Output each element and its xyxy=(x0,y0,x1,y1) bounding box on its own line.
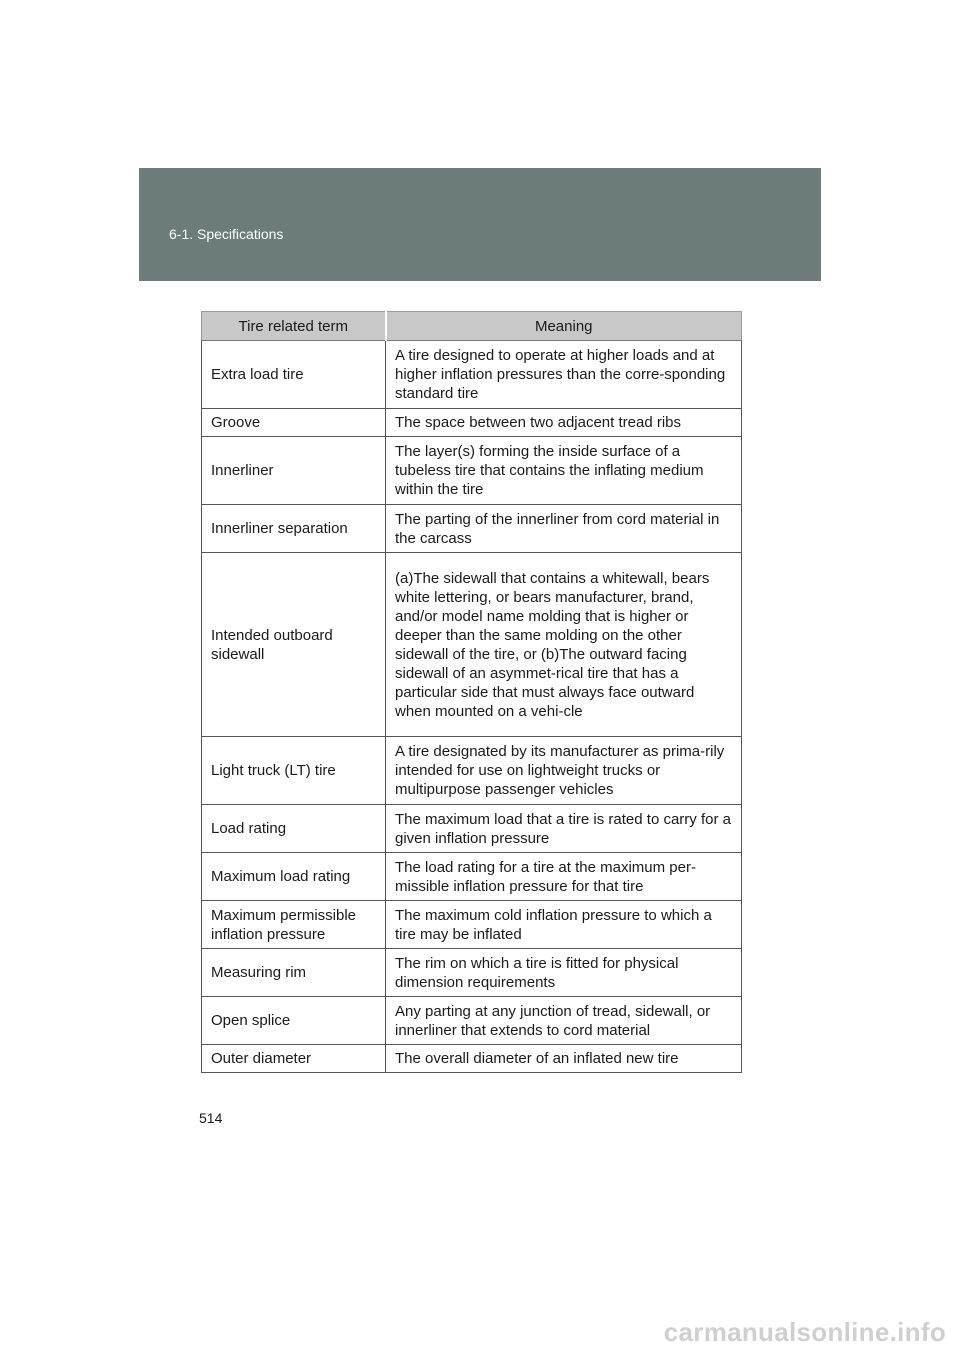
term-cell: Groove xyxy=(202,409,386,437)
site-watermark: carmanualsonline.info xyxy=(663,1317,946,1347)
table-row xyxy=(202,409,742,437)
meaning-cell: A tire designated by its manufacturer as prima-rily intended for use on lightweight trucks or multipurpose passenger vehicles xyxy=(386,737,742,805)
meaning-cell: The parting of the innerliner from cord material in the carcass xyxy=(386,505,742,553)
section-title: 6-1. Specifications xyxy=(169,226,284,242)
table-row xyxy=(202,1045,742,1073)
meaning-cell: A tire designed to operate at higher loads and at higher inflation pressures than the corre-sponding standard tire xyxy=(386,341,742,409)
term-cell: Intended outboard sidewall xyxy=(202,553,386,737)
term-cell: Maximum load rating xyxy=(202,853,386,901)
term-cell: Outer diameter xyxy=(202,1045,386,1073)
term-cell: Maximum permissible inflation pressure xyxy=(202,901,386,949)
meaning-cell: (a)The sidewall that contains a whitewall, bears white lettering, or bears manufacturer, brand, and/or model name molding that is higher or deeper than the same molding on the other sidewall of the tire, or (b)The outward facing sidewall of an asymmet-rical tire that has a particular side that must always face outward when mounted on a vehi-cle xyxy=(386,553,742,737)
table-row xyxy=(202,553,742,737)
meaning-cell: The layer(s) forming the inside surface of a tubeless tire that contains the inflating medium within the tire xyxy=(386,437,742,505)
column-header-meaning: Meaning xyxy=(386,312,742,341)
term-cell: Light truck (LT) tire xyxy=(202,737,386,805)
term-cell: Load rating xyxy=(202,805,386,853)
tire-terms-table xyxy=(201,311,742,1073)
meaning-cell: The rim on which a tire is fitted for physical dimension requirements xyxy=(386,949,742,997)
table-row xyxy=(202,505,742,553)
meaning-cell: The load rating for a tire at the maximum per-missible inflation pressure for that tire xyxy=(386,853,742,901)
table-row xyxy=(202,737,742,805)
term-cell: Innerliner xyxy=(202,437,386,505)
column-header-term: Tire related term xyxy=(202,312,386,341)
table-row xyxy=(202,437,742,505)
term-cell: Innerliner separation xyxy=(202,505,386,553)
meaning-cell: The maximum load that a tire is rated to carry for a given inflation pressure xyxy=(386,805,742,853)
table-row xyxy=(202,997,742,1045)
meaning-cell: The overall diameter of an inflated new tire xyxy=(386,1045,742,1073)
table-header-row xyxy=(202,312,742,341)
meaning-cell: The space between two adjacent tread ribs xyxy=(386,409,742,437)
meaning-cell: The maximum cold inflation pressure to which a tire may be inflated xyxy=(386,901,742,949)
table-row xyxy=(202,949,742,997)
term-cell: Extra load tire xyxy=(202,341,386,409)
term-cell: Measuring rim xyxy=(202,949,386,997)
term-cell: Open splice xyxy=(202,997,386,1045)
section-header-band xyxy=(139,168,821,281)
table-row xyxy=(202,341,742,409)
page-number: 514 xyxy=(199,1110,223,1126)
meaning-cell: Any parting at any junction of tread, sidewall, or innerliner that extends to cord material xyxy=(386,997,742,1045)
table-row xyxy=(202,805,742,853)
table-row xyxy=(202,853,742,901)
table-row xyxy=(202,901,742,949)
